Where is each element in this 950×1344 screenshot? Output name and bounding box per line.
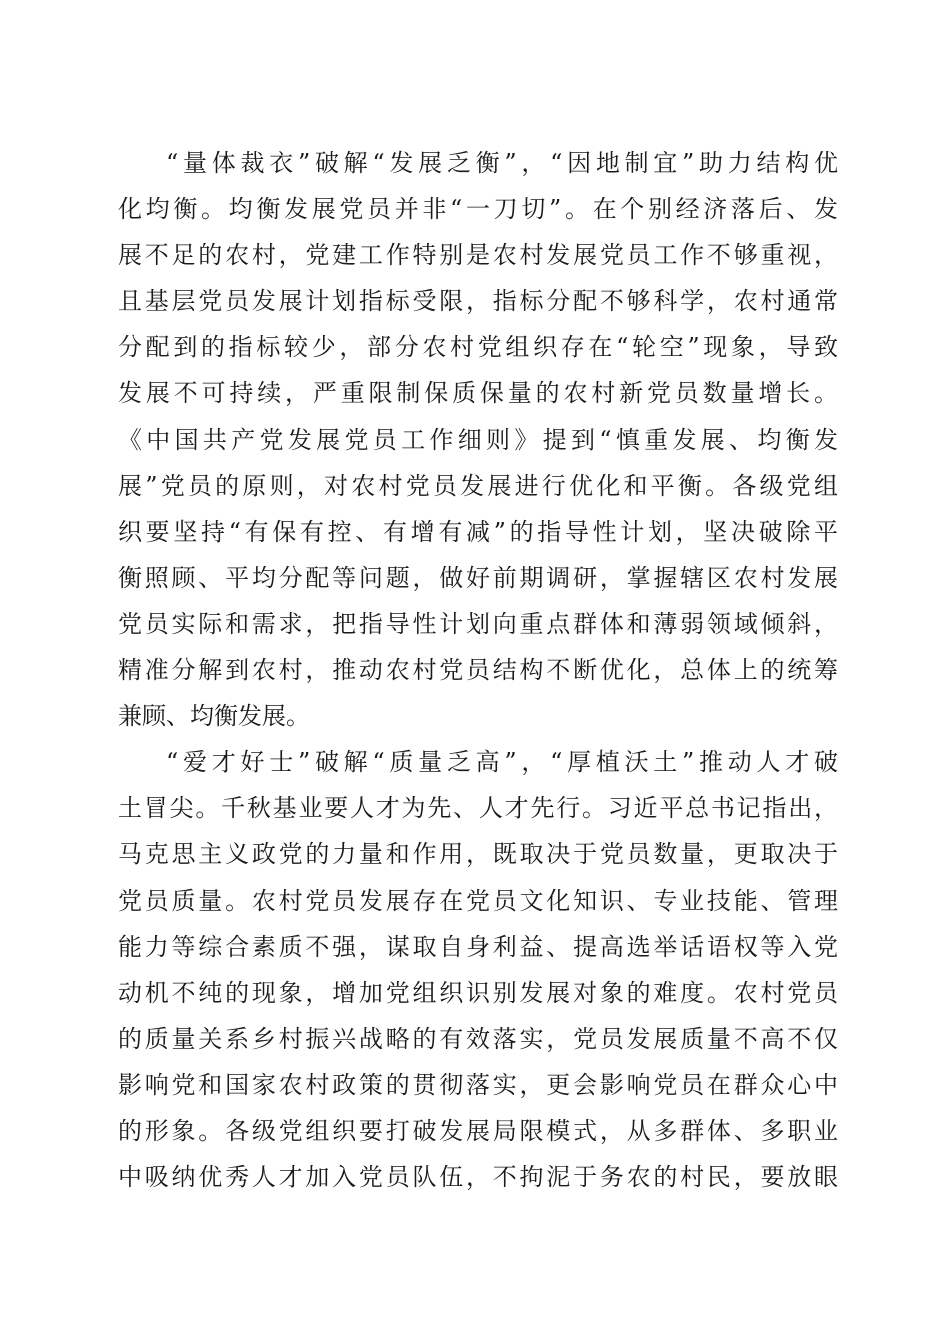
document-body [118, 140, 838, 1200]
paragraph-2-line: 动机不纯的现象，增加党组织识别发展对象的难度。农村党员 [118, 978, 838, 1007]
paragraph-1-line: 分配到的指标较少，部分农村党组织存在“轮空”现象，导致 [118, 333, 838, 362]
paragraph-1-line: 党员实际和需求，把指导性计划向重点群体和薄弱领域倾斜， [118, 609, 838, 638]
paragraph-2-line: 马克思主义政党的力量和作用，既取决于党员数量，更取决于 [118, 840, 838, 869]
paragraph-1-line: 展”党员的原则，对农村党员发展进行优化和平衡。各级党组 [118, 471, 838, 500]
paragraph-2-line: 影响党和国家农村政策的贯彻落实，更会影响党员在群众心中 [118, 1070, 838, 1099]
paragraph-2-line: 的形象。各级党组织要打破发展局限模式，从多群体、多职业 [118, 1116, 838, 1145]
paragraph-1-line: “量体裁衣”破解“发展乏衡”，“因地制宜”助力结构优 [166, 149, 838, 177]
paragraph-2-line: 的质量关系乡村振兴战略的有效落实，党员发展质量不高不仅 [118, 1024, 838, 1053]
paragraph-1-line: 《中国共产党发展党员工作细则》提到“慎重发展、均衡发 [118, 425, 838, 454]
paragraph-2-line: 中吸纳优秀人才加入党员队伍，不拘泥于务农的村民，要放眼 [118, 1163, 838, 1192]
paragraph-2-line: 党员质量。农村党员发展存在党员文化知识、专业技能、管理 [118, 886, 838, 915]
paragraph-1-line: 兼顾、均衡发展。 [118, 702, 310, 731]
paragraph-1-line: 织要坚持“有保有控、有增有减”的指导性计划，坚决破除平 [118, 517, 838, 546]
paragraph-1-line: 精准分解到农村，推动农村党员结构不断优化，总体上的统筹 [118, 656, 838, 685]
paragraph-2-line: 能力等综合素质不强，谋取自身利益、提高选举话语权等入党 [118, 932, 838, 961]
paragraph-1-line: 且基层党员发展计划指标受限，指标分配不够科学，农村通常 [118, 287, 838, 316]
paragraph-1-line: 衡照顾、平均分配等问题，做好前期调研，掌握辖区农村发展 [118, 563, 838, 592]
paragraph-2-line: “爱才好士”破解“质量乏高”，“厚植沃土”推动人才破 [166, 748, 838, 777]
paragraph-2-line: 土冒尖。千秋基业要人才为先、人才先行。习近平总书记指出， [118, 794, 838, 823]
paragraph-1-line: 发展不可持续，严重限制保质保量的农村新党员数量增长。 [118, 379, 838, 408]
paragraph-1-line: 展不足的农村，党建工作特别是农村发展党员工作不够重视， [118, 241, 838, 270]
paragraph-1-line: 化均衡。均衡发展党员并非“一刀切”。在个别经济落后、发 [118, 195, 838, 224]
